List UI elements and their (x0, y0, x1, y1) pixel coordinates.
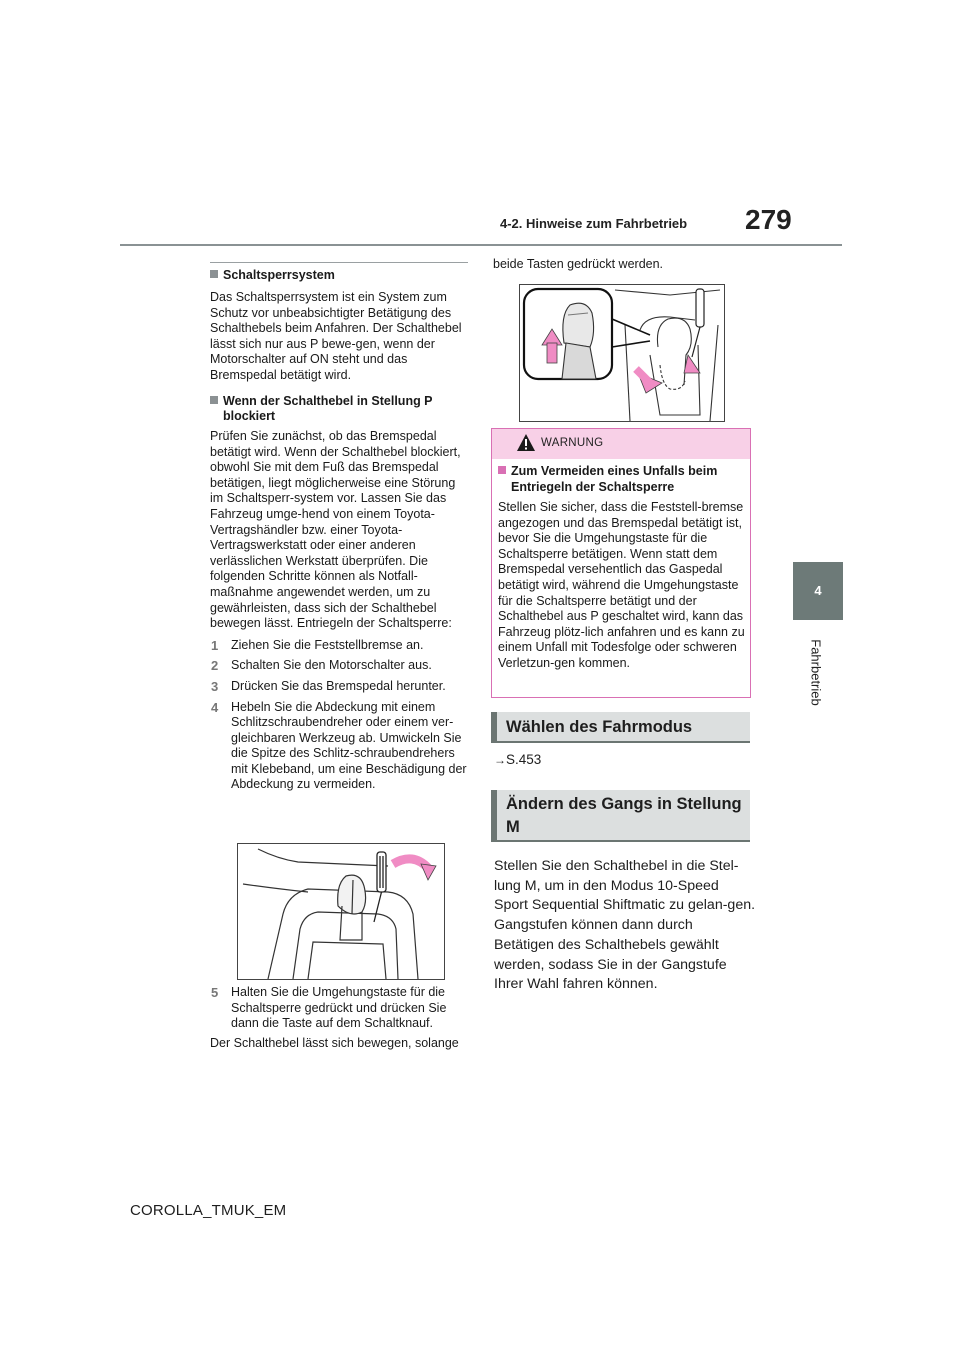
shift-lock-text: Das Schaltsperrsystem ist ein System zum Schutz vor unbeabsichtigter Betätigung des Schalthebels beim Anfahren. Der Schalthebel lässt sich nur aus P bewe-gen, wenn der Motorschalter auf ON steht und das Bremspedal betätigt wird. (210, 290, 462, 382)
gear-m-section-heading: Ändern des Gangs in Stellung M (491, 790, 750, 842)
warning-triangle-icon (516, 433, 536, 453)
warning-text: Stellen Sie sicher, dass die Feststell-bremse angezogen und das Bremspedal betätigt ist, bevor Sie die Umgehungstaste für die Schaltsperre betätigen. Wenn statt dem Bremspedal versehentlich das Gaspedal betätigt wird, während die Umgehungstaste für die Schaltsperre betätigt und der Schalthebel aus P geschaltet wird, kann das Fahrzeug plötz-lich anfahren und es kann zu einem Unfall mit Todesfolge oder schweren Verletzun-gen kommen. (498, 500, 745, 670)
warning-title: WARNUNG (541, 437, 604, 449)
step-5 (210, 985, 468, 1037)
footer-model-code: COROLLA_TMUK_EM (130, 1202, 287, 1219)
warning-box (491, 428, 751, 698)
page-reference[interactable] (494, 752, 541, 767)
shift-knob-release-drawing (520, 285, 724, 421)
step-item: 3 Drücken Sie das Bremspedal herunter. (211, 678, 446, 694)
step-item: 2 Schalten Sie den Motorschalter aus. (211, 658, 432, 674)
gear-m-text: Stellen Sie den Schalthebel in die Stel-lung M, um in den Modus 10-Speed Sport Sequential Shiftmatic zu gelan-gen. Gangstufen können dann durch Betätigen des Schalthebels gewählt werden, sodass Sie in der Gangstufe Ihrer Wahl fahren können. (494, 858, 756, 993)
step-item: 5 Halten Sie die Umgehungstaste für die Schaltsperre gedrückt und drücken Sie dann die Taste auf dem Schaltknauf. (211, 985, 447, 1031)
chapter-tab-label: Fahrbetrieb (808, 639, 824, 706)
pry-cover-illustration (237, 843, 445, 980)
steps-list (210, 638, 468, 793)
square-bullet-icon (210, 270, 218, 278)
page-number: 279 (745, 204, 792, 235)
square-bullet-icon (498, 466, 506, 474)
blocked-lever-section (210, 394, 468, 798)
page-reference-link[interactable]: S.453 (506, 752, 542, 767)
step-item: 4 Hebeln Sie die Abdeckung mit einem Schlitzschraubendreher oder einem ver-gleichbaren Werkzeug ab. Umwickeln Sie die Spitze des Schlitz-schraubendrehers mit Klebeband, um eine Beschädigung der Abdeckung zu vermeiden. (211, 699, 467, 792)
shift-lever-screwdriver-drawing (238, 844, 444, 979)
drive-mode-section-heading: Wählen des Fahrmodus (491, 712, 750, 743)
warning-body (498, 464, 746, 672)
arrow-right-icon: → (494, 753, 506, 767)
blocked-lever-text: Prüfen Sie zunächst, ob das Bremspedal betätigt wird. Wenn der Schalthebel blockiert, obwohl Sie mit dem Fuß das Bremspedal betätigen, liegt möglicherweise eine Störung im Schaltsperr-system vor. Lassen Sie das Fahrzeug umge-hend von einem Toyota-Vertragshändler bzw. einer Toyota-Vertragswerkstatt oder einer anderen verlässlichen Werkstatt überprüfen. Die folgenden Schritte können als Notfall-maßnahme angewendet werden, um zu gewährleisten, dass sich der Schalthebel bewegen lässt. Entriegeln der Schaltsperre: (210, 429, 461, 631)
step-item: 1 Ziehen Sie die Feststellbremse an. (211, 637, 424, 653)
lever-moves-text: Der Schalthebel lässt sich bewegen, solange (210, 1036, 459, 1050)
shift-lock-heading: Schaltsperrsystem (210, 268, 468, 283)
chapter-tab: 4 (793, 562, 843, 620)
running-header-section: 4-2. Hinweise zum Fahrbetrieb (500, 216, 688, 231)
blocked-lever-heading: Wenn der Schalthebel in Stellung P blockiert (210, 394, 468, 424)
left-column-divider (210, 262, 468, 263)
square-bullet-icon (210, 396, 218, 404)
warning-heading: Zum Vermeiden eines Unfalls beim Entriegeln der Schaltsperre (498, 464, 746, 495)
shift-lock-section (210, 268, 468, 384)
continued-text: beide Tasten gedrückt werden. (493, 257, 664, 271)
header-divider (120, 244, 842, 246)
shift-release-illustration (519, 284, 725, 422)
warning-header (492, 429, 750, 459)
